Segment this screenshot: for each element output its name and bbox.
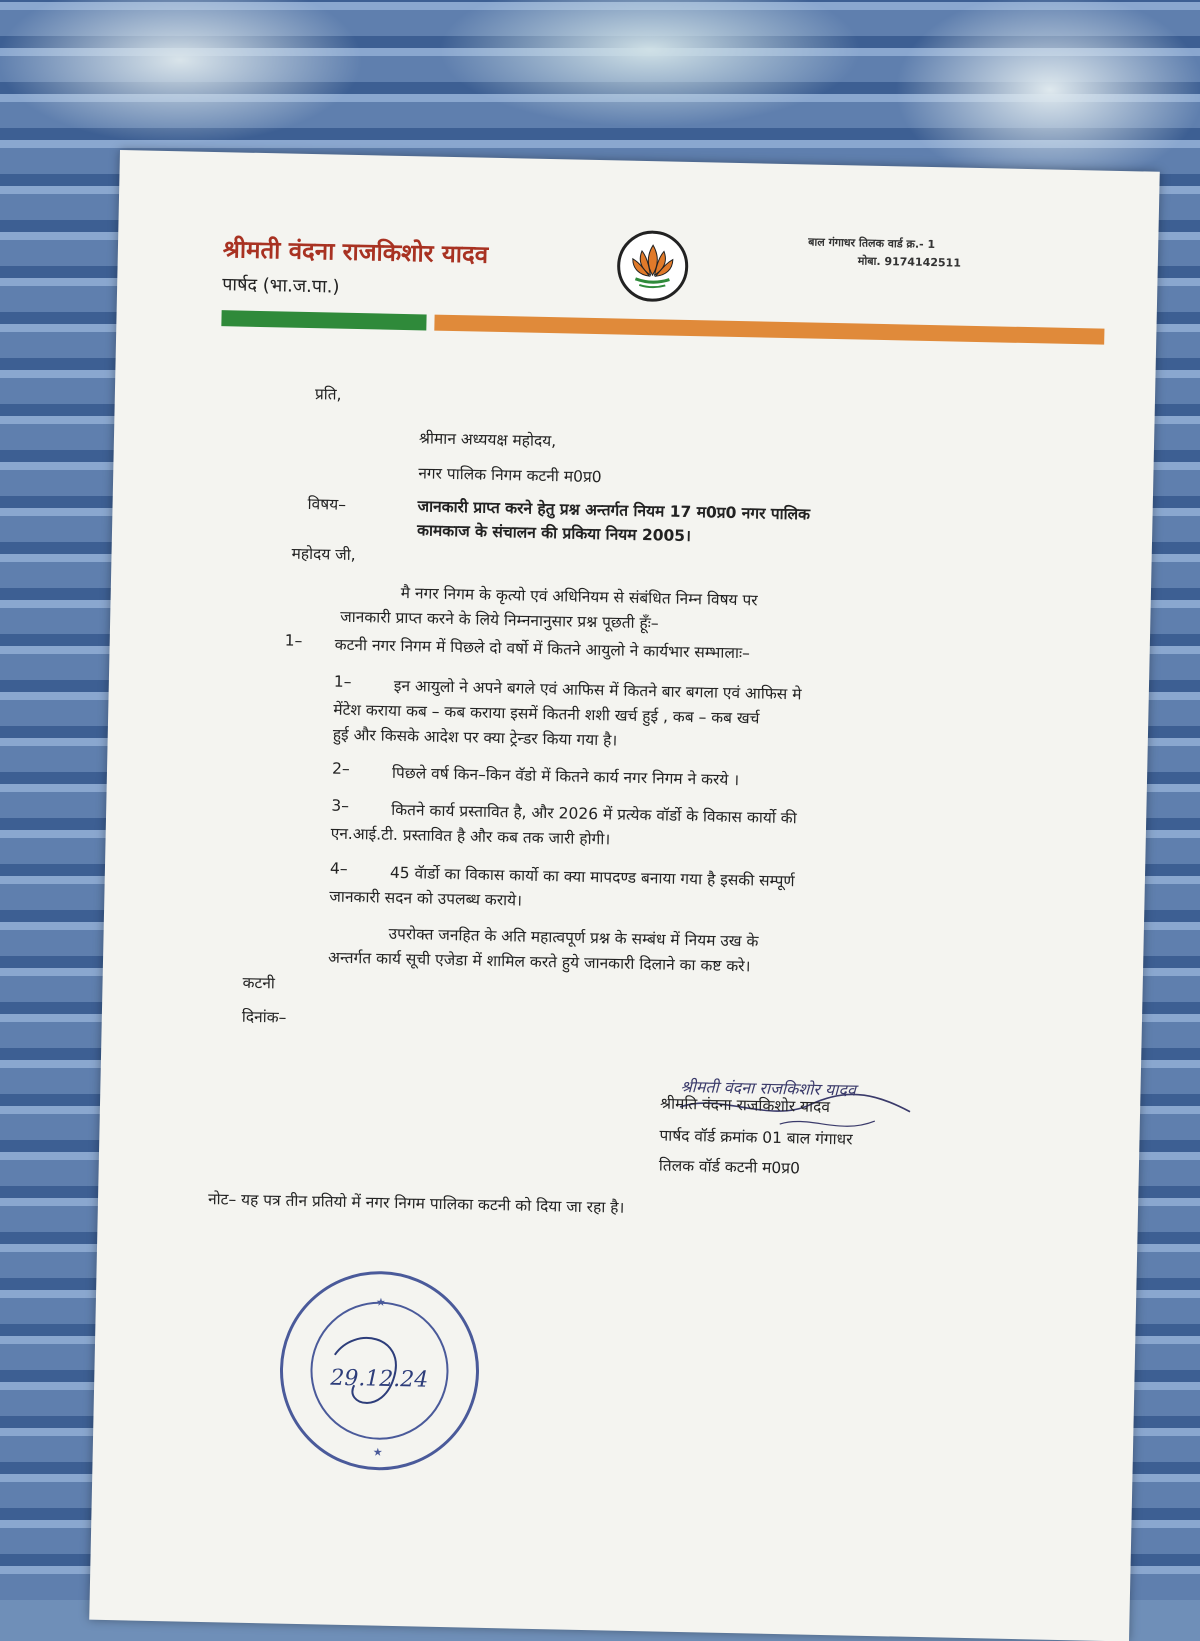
sub-question-2-line1: पिछले वर्ष किन–किन वॅडो में कितने कार्य नगर निगम ने करये । <box>391 763 740 790</box>
sub-question-4-number: 4– <box>329 859 348 878</box>
closing-line2: अन्तर्गत कार्य सूची एजेडा में शामिल करते हुये जानकारी दिलाने का कष्ट करे। <box>327 948 751 976</box>
header-bar-green <box>221 310 426 330</box>
note: नोट– यह पत्र तीन प्रतियो में नगर निगम पालिका कटनी को दिया जा रहा है। <box>207 1190 625 1217</box>
sub-question-4-line2: जानकारी सदन को उपलब्ध कराये। <box>329 887 523 910</box>
letterhead-address: बाल गंगाधर तिलक वार्ड क्र.- 1 <box>808 235 936 252</box>
sub-question-3-line1: कितने कार्य प्रस्तावित है, और 2026 में प्रत्येक वॉर्डो के विकास कार्यो की <box>391 800 797 828</box>
place: कटनी <box>242 973 276 993</box>
to-label: प्रति, <box>314 385 342 404</box>
addressee-line2: नगर पालिक निगम कटनी म0प्र0 <box>418 464 602 487</box>
sub-question-1-line1: इन आयुलो ने अपने बगले एवं आफिस में कितने बार बगला एवं आफिस मे <box>393 676 802 704</box>
handwritten-signature-text: श्रीमती वंदना राजकिशोर यादव <box>680 1076 857 1100</box>
sub-question-1-line3: हुई और किसके आदेश पर क्या ट्रेन्डर किया गया है। <box>332 725 618 750</box>
sub-question-3-line2: एन.आई.टी. प्रस्तावित है और कब तक जारी होगी। <box>330 824 611 849</box>
salutation: महोदय जी, <box>291 544 356 565</box>
subject-line2: कामकाज के संचालन की प्रकिया नियम 2005। <box>416 521 692 546</box>
closing-line1: उपरोक्त जनहित के अति महात्वपूर्ण प्रश्न के सम्बंध में नियम उख के <box>388 924 759 951</box>
question-number: 1– <box>284 631 303 650</box>
stamp-date: 29.12.24 <box>330 1365 429 1393</box>
sub-question-3-number: 3– <box>331 796 350 815</box>
subject-label: विषय– <box>307 495 347 514</box>
question-main: कटनी नगर निगम में पिछले दो वर्षो में कितने आयुलो ने कार्यभार सम्भालाः– <box>334 635 751 663</box>
date-label: दिनांक– <box>241 1007 287 1027</box>
office-stamp <box>272 1264 486 1478</box>
sub-question-1-line2: मेंटेश कराया कब – कब कराया इसमें कितनी शशी खर्च हुई , कब – कब खर्च <box>333 700 760 728</box>
letter-page <box>89 150 1160 1641</box>
signature-line1: श्रीमति वंदना राजकिशोर यादव <box>659 1094 831 1117</box>
intro-line2: जानकारी प्राप्त करने के लिये निम्ननानुसार प्रश्न पूछती हूँः– <box>340 607 659 633</box>
svg-text:★: ★ <box>375 1295 386 1309</box>
letterhead-name: श्रीमती वंदना राजकिशोर यादव <box>222 234 489 269</box>
sub-question-4-line1: 45 वॅार्डो का विकास कार्यो का क्या मापदण्ड बनाया गया है इसकी सम्पूर्ण <box>389 863 795 891</box>
signature-line3: तिलक वॉर्ड कटनी म0प्र0 <box>658 1156 801 1178</box>
sub-question-1-number: 1– <box>333 672 352 691</box>
lotus-emblem-icon <box>615 228 691 304</box>
letterhead-mobile: मोबा. 9174142511 <box>857 254 962 270</box>
subject-line1: जानकारी प्राप्त करने हेतु प्रश्न अन्तर्गत नियम 17 म0प्र0 नगर पालिक <box>417 497 811 524</box>
addressee-line1: श्रीमान अध्ययक्ष महोदय, <box>418 429 557 451</box>
intro-line1: मै नगर निगम के कृत्यो एवं अधिनियम से संबंधित निम्न विषय पर <box>400 583 758 610</box>
signature-line2: पार्षद वॉर्ड क्रमांक 01 बाल गंगाधर <box>659 1126 853 1149</box>
header-bar-orange <box>434 315 1104 345</box>
letterhead-designation: पार्षद (भा.ज.पा.) <box>221 274 340 298</box>
sub-question-2-number: 2– <box>331 759 350 778</box>
svg-text:★: ★ <box>372 1445 383 1459</box>
